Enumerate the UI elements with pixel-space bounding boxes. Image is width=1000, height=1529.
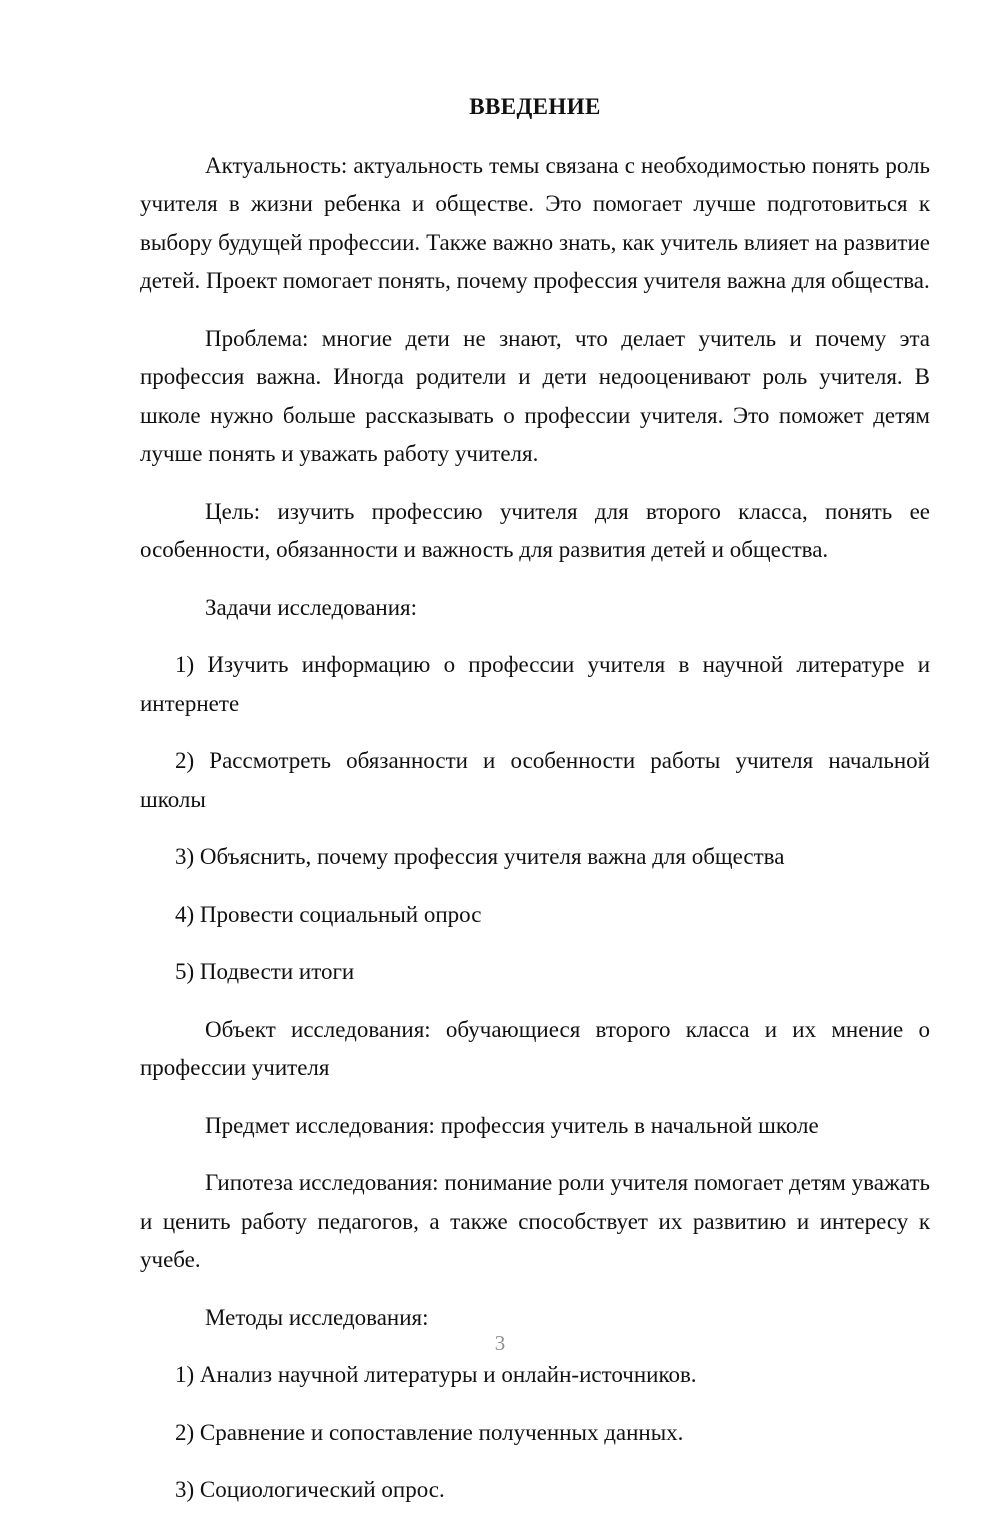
paragraph-problem: Проблема: многие дети не знают, что делает учитель и почему эта профессия важна. Иногда родители и дети недооценивают роль учителя. В школе нужно больше рассказывать о профессии учителя. Это поможет детям лучше понять и уважать работу учителя. [140, 325, 930, 466]
task-item-5: 5) Подвести итоги [175, 959, 355, 984]
task-item-2: 2) Рассмотреть обязанности и особенности работы учителя начальной школы [140, 748, 930, 812]
task-item-1: 1) Изучить информацию о профессии учителя в научной литературе и интернете [140, 652, 930, 716]
page-number: 3 [494, 1331, 506, 1355]
method-item-2: 2) Сравнение и сопоставление полученных данных. [175, 1419, 684, 1445]
page-title: ВВЕДЕНИЕ [469, 94, 601, 119]
paragraph-relevance: Актуальность: актуальность темы связана с необходимостью понять роль учителя в жизни ребенка и обществе. Это помогает лучше подготовиться к выбору будущей профессии. Также важно знать, как учитель влияет на развитие детей. Проект помогает понять, почему профессия учителя важна для общества. [140, 152, 930, 293]
paragraph-object: Объект исследования: обучающиеся второго класса и их мнение о профессии учителя [140, 1016, 930, 1080]
document-body [140, 88, 930, 1529]
method-item-1: 1) Анализ научной литературы и онлайн-источников. [175, 1362, 697, 1387]
task-item-4: 4) Провести социальный опрос [175, 901, 482, 927]
heading-tasks: Задачи исследования: [205, 594, 418, 620]
paragraph-hypothesis: Гипотеза исследования: понимание роли учителя помогает детям уважать и ценить работу педагогов, а также способствует их развитию и интересу к учебе. [140, 1170, 930, 1272]
paragraph-goal: Цель: изучить профессию учителя для второго класса, понять ее особенности, обязанности и важность для развития детей и общества. [140, 498, 930, 562]
paragraph-subject: Предмет исследования: профессия учитель в начальной школе [205, 1112, 819, 1138]
task-item-3: 3) Объяснить, почему профессия учителя важна для общества [175, 844, 785, 869]
method-item-3: 3) Социологический опрос. [175, 1477, 445, 1502]
heading-methods: Методы исследования: [205, 1304, 429, 1330]
